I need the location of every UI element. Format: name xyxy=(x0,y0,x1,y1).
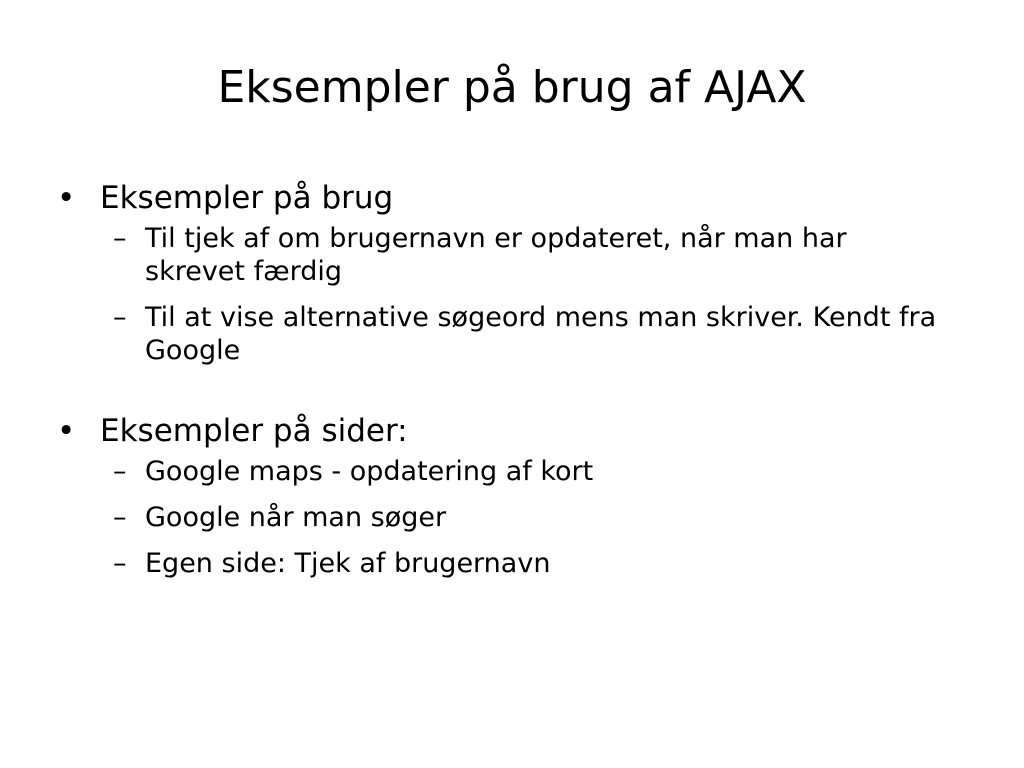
sub-item-text: Google når man søger xyxy=(145,502,447,534)
spacer xyxy=(51,381,973,413)
bullet-item xyxy=(51,413,973,450)
sub-item-text: Til at vise alternative søgeord mens man skriver. Kendt fra Google xyxy=(145,302,937,366)
sub-marker: – xyxy=(113,456,127,488)
sub-marker: – xyxy=(113,302,127,334)
slide-content xyxy=(51,180,973,594)
sub-item-text: Google maps - opdatering af kort xyxy=(145,456,594,488)
sub-list xyxy=(51,223,973,368)
sub-item xyxy=(51,502,973,535)
bullet-marker: • xyxy=(57,412,76,449)
sub-marker: – xyxy=(113,223,127,255)
bullet-text: Eksempler på brug xyxy=(100,180,394,216)
sub-item xyxy=(51,302,973,368)
bullet-item xyxy=(51,180,973,217)
sub-item-text: Egen side: Tjek af brugernavn xyxy=(145,548,551,579)
sub-marker: – xyxy=(113,548,127,579)
bullet-marker: • xyxy=(57,180,76,216)
sub-item xyxy=(51,456,973,489)
slide-title: Eksempler på brug af AJAX xyxy=(217,62,807,113)
sub-item xyxy=(51,223,973,289)
bullet-text: Eksempler på sider: xyxy=(100,412,408,449)
sub-item xyxy=(51,548,973,581)
sub-list xyxy=(51,456,973,581)
sub-marker: – xyxy=(113,502,127,534)
sub-item-text: Til tjek af om brugernavn er opdateret, når man har skrevet færdig xyxy=(145,223,847,288)
